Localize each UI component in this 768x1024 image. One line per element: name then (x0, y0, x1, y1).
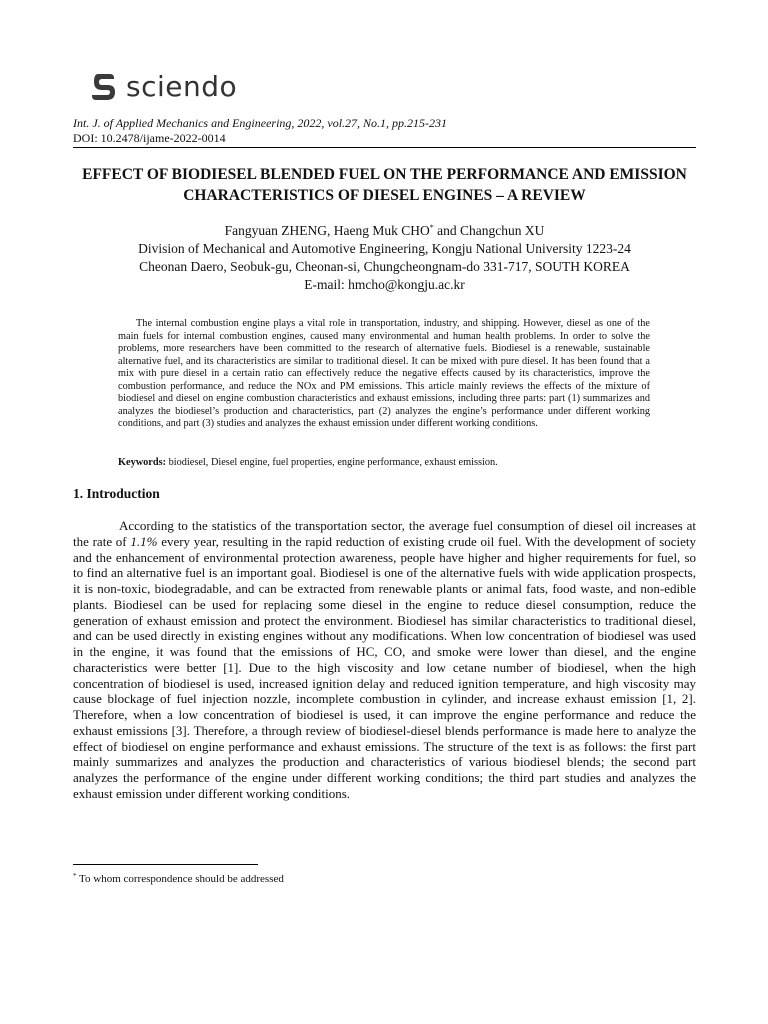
footnote-text: To whom correspondence should be addressed (76, 873, 284, 885)
author-list-end: and Changchun XU (433, 223, 545, 238)
footnote-mark: * (73, 872, 77, 880)
sciendo-logo-icon (92, 70, 118, 104)
corresponding-mark: * (429, 223, 434, 232)
author-email[interactable]: E-mail: hmcho@kongju.ac.kr (304, 277, 465, 292)
footnote-rule (73, 864, 258, 865)
intro-rate: 1.1% (130, 533, 158, 549)
publisher-name: sciendo (126, 70, 238, 103)
doi-link[interactable]: DOI: 10.2478/ijame-2022-0014 (73, 131, 226, 145)
paper-title: EFFECT OF BIODIESEL BLENDED FUEL ON THE PERFORMANCE AND EMISSION CHARACTERISTICS OF DIESEL ENGINES – A REVIEW (82, 166, 687, 204)
header-rule (73, 147, 696, 148)
affiliation-line-1: Division of Mechanical and Automotive Engineering, Kongju National University 1223-24 (138, 241, 631, 256)
publisher-logo (92, 70, 237, 104)
keywords (118, 456, 650, 469)
author-names (73, 222, 696, 240)
keywords-text: biodiesel, Diesel engine, fuel properties, engine performance, exhaust emission. (166, 457, 498, 468)
author-block (73, 222, 696, 294)
footnote (73, 872, 673, 886)
introduction-paragraph (73, 518, 696, 802)
abstract: The internal combustion engine plays a vital role in transportation, industry, and shipping. However, diesel as one of the main fuels for internal combustion engines, caused many environmental and human health problems. In order to solve the problems, more researchers have been committed to the research of alternative fuels. Biodiesel is a renewable, sustainable alternative fuel, and its characteristics are similar to traditional diesel. It can be mixed with pure diesel. It has been found that a mix with pure diesel in a certain ratio can effectively reduce the negative effects caused by its characteristics, improve the combustion performance, and reduce the NOx and PM emissions. This article mainly reviews the effects of the mixture of biodiesel and diesel on engine combustion characteristics and exhaust emissions, including three parts: part (1) summarizes and analyzes the biodiesel’s production and characteristics, part (2) analyzes the engine’s performance under different working conditions, and part (3) studies and analyzes the exhaust emission under different working conditions. (118, 318, 650, 429)
intro-text-rest: every year, resulting in the rapid reduction of existing crude oil fuel. With the development of society and the enhancement of environmental protection awareness, people have higher and higher requirements for fuel, so to find an alternative fuel is an important goal. Biodiesel is one of the alternative fuels with wide application prospects, it is non-toxic, biodegradable, and can be extracted from renewable plants or animal fats, food waste, and non-edible plants. Biodiesel can be used for replacing some diesel in the engine to reduce diesel consumption, reduce the generation of exhaust emission and protect the environment. Biodiesel has similar characteristics to traditional diesel, and can be used directly in existing engines without any modifications. When low concentration of biodiesel was used in the engine, it was found that the emissions of HC, CO, and smoke were lower than diesel, and the engine characteristics were better [1]. Due to the high viscosity and low cetane number of biodiesel, when the high concentration of biodiesel is used, increased ignition delay and reduced ignition temperature, and high viscosity may cause blockage of fuel injection nozzle, incomplete combustion in cylinder, and increase exhaust emission [1, 2]. Therefore, when a low concentration of biodiesel is used, it can improve the engine performance and reduce the exhaust emissions [3]. Therefore, a through review of biodiesel-diesel blends performance is made here to analyze the effect of biodiesel on engine performance and exhaust emissions. The structure of the text is as follows: the first part mainly summarizes and analyzes the production and characteristics of various biodiesel blends; the second part analyzes the performance of the engine under different working conditions; the third part studies and analyzes the exhaust emission under different working conditions. (73, 533, 696, 801)
section-heading-introduction: 1. Introduction (73, 486, 160, 501)
keywords-label: Keywords: (118, 457, 167, 468)
affiliation-line-2: Cheonan Daero, Seobuk-gu, Cheonan-si, Chungcheongnam-do 331-717, SOUTH KOREA (139, 259, 630, 274)
intro-text-start: According to the statistics of the transportation sector, the average fuel consumption of diesel oil increases at the rate of (73, 518, 696, 549)
author-list-start: Fangyuan ZHENG, Haeng Muk CHO (224, 223, 430, 238)
journal-citation: Int. J. of Applied Mechanics and Engineering, 2022, vol.27, No.1, pp.215-231 (73, 116, 448, 130)
journal-header (73, 116, 695, 146)
